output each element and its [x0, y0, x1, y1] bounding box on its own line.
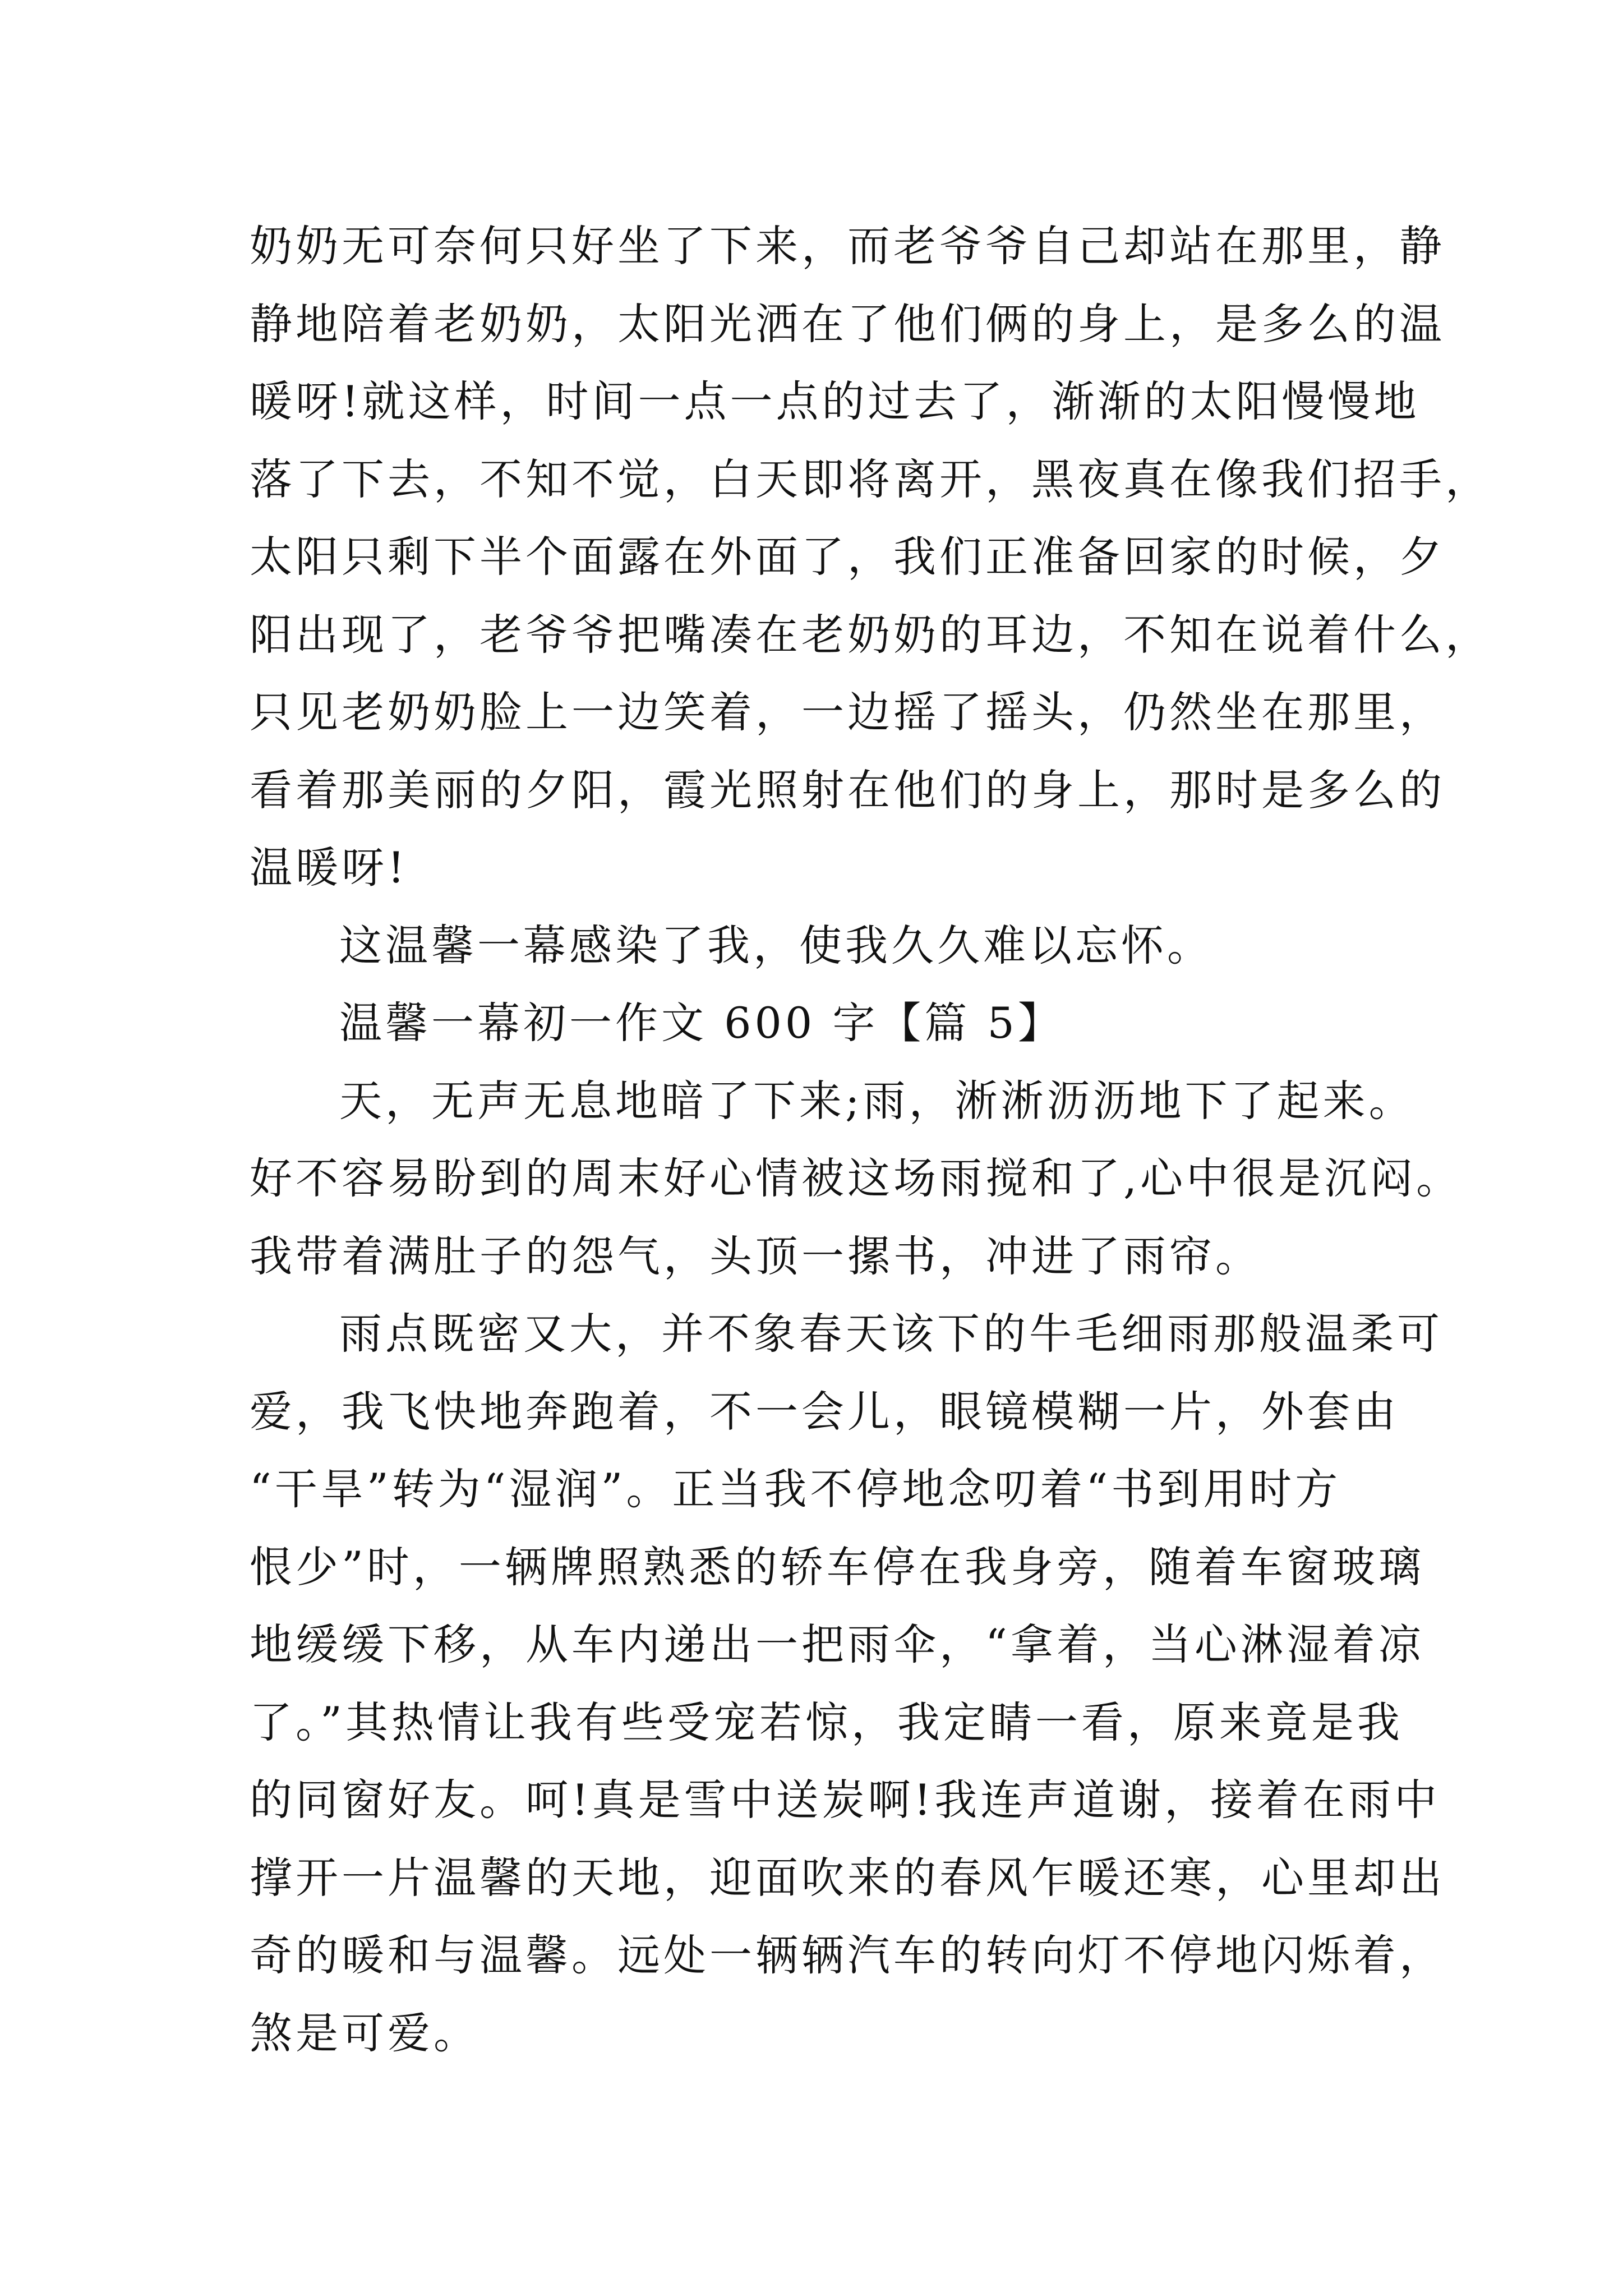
text-line: “干旱”转为“湿润”。正当我不停地念叨着“书到用时方 [250, 1464, 1341, 1514]
text-line: 的同窗好友。呵!真是雪中送炭啊!我连声道谢，接着在雨中 [250, 1775, 1441, 1825]
text-line: 落了下去，不知不觉，白天即将离开，黑夜真在像我们招手， [250, 454, 1491, 504]
essay-text [250, 208, 1491, 2072]
text-line: 地缓缓下移，从车内递出一把雨伞，“拿着，当心淋湿着凉 [250, 1619, 1424, 1669]
text-line: 爱，我飞快地奔跑着，不一会儿，眼镜模糊一片，外套由 [250, 1386, 1399, 1437]
text-line: 阳出现了，老爷爷把嘴凑在老奶奶的耳边，不知在说着什么， [250, 609, 1491, 660]
text-line: 我带着满肚子的怨气，头顶一摞书，冲进了雨帘。 [250, 1231, 1261, 1281]
text-line: 好不容易盼到的周末好心情被这场雨搅和了,心中很是沉闷。 [250, 1153, 1463, 1203]
text-line: 静地陪着老奶奶，太阳光洒在了他们俩的身上，是多么的温 [250, 298, 1445, 349]
text-line: 温暖呀! [250, 843, 408, 892]
text-line: 恨少”时，一辆牌照熟悉的轿车停在我身旁，随着车窗玻璃 [250, 1542, 1424, 1592]
text-line: 太阳只剩下半个面露在外面了，我们正准备回家的时候，夕 [250, 532, 1445, 582]
text-line: 撑开一片温馨的天地，迎面吹来的春风乍暖还寒，心里却出 [250, 1852, 1445, 1903]
paragraph-line: 雨点既密又大，并不象春天该下的牛毛细雨那般温柔可 [339, 1309, 1443, 1359]
text-line: 暖呀!就这样，时间一点一点的过去了，渐渐的太阳慢慢地 [250, 376, 1420, 426]
text-line: 奇的暖和与温馨。远处一辆辆汽车的转向灯不停地闪烁着， [250, 1930, 1445, 1980]
text-line: 看着那美丽的夕阳，霞光照射在他们的身上，那时是多么的 [250, 765, 1445, 815]
paragraph-line: 这温馨一幕感染了我，使我久久难以忘怀。 [339, 920, 1213, 970]
text-line: 煞是可爱。 [250, 2008, 479, 2058]
text-line: 只见老奶奶脸上一边笑着，一边摇了摇头，仍然坐在那里， [250, 687, 1445, 737]
text-line: 了。”其热情让我有些受宠若惊，我定睛一看，原来竟是我 [250, 1697, 1403, 1747]
section-heading: 温馨一幕初一作文 600 字【篇 5】 [339, 998, 1064, 1048]
paragraph-line: 天，无声无息地暗了下来;雨，淅淅沥沥地下了起来。 [339, 1075, 1415, 1126]
text-line: 奶奶无可奈何只好坐了下来，而老爷爷自己却站在那里，静 [250, 221, 1445, 271]
